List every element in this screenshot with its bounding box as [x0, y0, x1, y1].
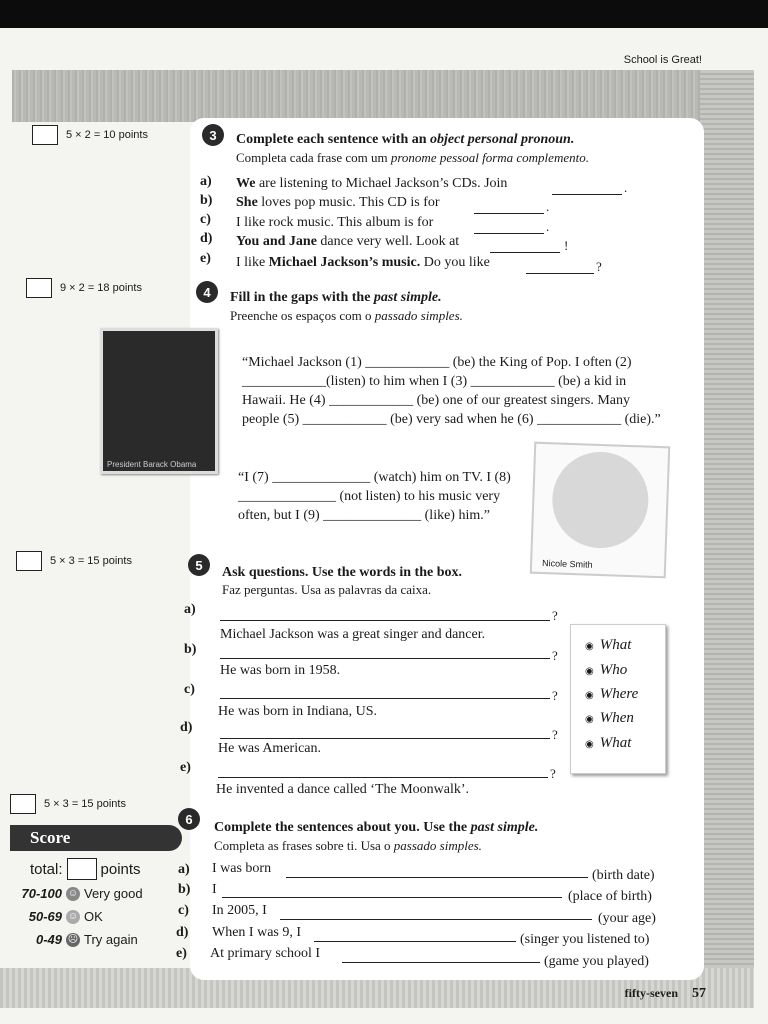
word-item: ◉ What [585, 735, 631, 752]
quote-line: people (5) ____________ (be) very sad when he (6) ____________ (die).” [242, 412, 661, 427]
ex5-answer: Michael Jackson was a great singer and dancer. [220, 627, 486, 642]
ex3-item-bold: Michael Jackson’s music. [268, 255, 421, 270]
ex4-subtitle-em: passado simples. [374, 308, 463, 323]
ex3-item-text: Do you like [420, 255, 490, 270]
ex6-title-text: Complete the sentences about you. Use the [214, 820, 471, 835]
page-header-title: School is Great! [623, 54, 702, 66]
ex3-item-letter: e) [200, 251, 211, 266]
photo-caption: President Barack Obama [107, 460, 197, 469]
ex5-item-letter: e) [180, 760, 191, 775]
ex3-item-b [236, 195, 440, 211]
answer-blank[interactable] [474, 213, 544, 214]
answer-blank[interactable] [490, 252, 560, 253]
ex3-item-a [236, 176, 507, 192]
answer-blank[interactable] [314, 941, 516, 942]
ex6-item-letter: c) [178, 903, 189, 918]
points-box-ex3 [32, 125, 148, 145]
quote-line: “I (7) ______________ (watch) him on TV. I (8) [238, 470, 511, 485]
ex6-item-text: In 2005, I [212, 903, 267, 918]
ex6-item-letter: a) [178, 862, 190, 877]
quote-2 [238, 468, 511, 525]
ex3-item-pre: I like [236, 255, 269, 270]
ex6-item-hint: (game you played) [544, 954, 649, 969]
word-item: ◉ What [585, 637, 631, 654]
ex6-item-hint: (singer you listened to) [520, 932, 650, 947]
ex3-title [236, 132, 574, 148]
ex4-subtitle-text: Preenche os espaços com o [230, 308, 375, 323]
answer-blank[interactable] [342, 962, 540, 963]
page-number-words: fifty-seven [624, 986, 678, 1000]
word-item: ◉ Where [585, 686, 638, 703]
ex3-item-end: . [546, 219, 550, 234]
ex5-item-letter: a) [184, 602, 196, 617]
ex3-item-bold: She [236, 195, 258, 210]
ex6-item-text: I was born [212, 861, 272, 876]
points-label: 5 × 3 = 15 points [50, 555, 132, 567]
ex3-item-e [236, 255, 490, 271]
ex6-item-text: At primary school I [210, 946, 321, 961]
ex3-title-text: Complete each sentence with an [236, 132, 431, 147]
ex6-title [214, 820, 538, 836]
ex6-title-em: past simple. [470, 820, 539, 835]
quote-line: ______________ (not listen) to his music very [238, 489, 501, 504]
ex3-item-end: . [624, 180, 628, 195]
score-row-try-again [10, 932, 138, 947]
grey-band-right [700, 70, 754, 1000]
ex3-item-text: I like rock music. This album is for [236, 215, 434, 230]
score-label: OK [84, 909, 103, 924]
ex6-item-text: When I was 9, I [212, 925, 302, 940]
ex6-item-hint: (your age) [598, 911, 656, 926]
score-label: Try again [84, 932, 138, 947]
answer-blank[interactable] [222, 897, 562, 898]
nicole-photo [530, 442, 671, 579]
ex3-title-em: object personal pronoun. [430, 132, 575, 147]
top-black-bar [0, 0, 768, 28]
ex6-subtitle-text: Completa as frases sobre ti. Usa o [214, 838, 394, 853]
page-number: 57 [692, 986, 706, 1001]
page-footer [625, 986, 706, 1002]
points-box-ex6 [10, 794, 126, 814]
obama-photo [100, 328, 218, 474]
question-blank[interactable] [220, 738, 550, 739]
ex3-subtitle-text: Completa cada frase com um [236, 150, 391, 165]
question-mark: ? [552, 648, 558, 663]
ex6-item-letter: b) [178, 882, 191, 897]
face-image [551, 450, 650, 549]
ex3-item-bold: We [236, 176, 256, 191]
ex5-subtitle: Faz perguntas. Usa as palavras da caixa. [222, 582, 432, 597]
ex3-subtitle [236, 150, 589, 166]
quote-line: often, but I (9) ______________ (like) him.” [238, 508, 490, 523]
ex6-item-text: I [212, 882, 217, 897]
ex5-answer: He was born in Indiana, US. [218, 704, 378, 719]
total-label: total: [30, 860, 63, 878]
points-box-ex4 [26, 278, 142, 298]
happy-face-icon: ☺ [67, 887, 79, 899]
exercise-number-3: 3 [202, 124, 224, 146]
ex5-answer: He invented a dance called ‘The Moonwalk’. [216, 782, 470, 797]
ex3-item-letter: d) [200, 231, 213, 246]
ex3-item-text: dance very well. Look at [316, 234, 460, 249]
word-item: ◉ Who [585, 662, 627, 679]
ex6-item-hint: (birth date) [592, 868, 655, 883]
answer-blank[interactable] [280, 919, 592, 920]
ex5-title: Ask questions. Use the words in the box. [222, 565, 462, 580]
points-label: 9 × 2 = 18 points [60, 282, 142, 294]
score-range: 0-49 [35, 932, 62, 947]
ex6-item-hint: (place of birth) [568, 889, 652, 904]
points-label: points [100, 860, 141, 878]
answer-blank[interactable] [526, 273, 594, 274]
question-blank[interactable] [220, 658, 550, 659]
score-range: 50-69 [28, 909, 62, 924]
ex3-subtitle-em: pronome pessoal forma complemento. [390, 150, 589, 165]
ex5-answer: He was born in 1958. [220, 663, 341, 678]
ex5-answer: He was American. [218, 741, 322, 756]
ex3-item-letter: a) [200, 174, 212, 189]
points-input[interactable] [16, 551, 42, 571]
ex6-item-letter: e) [176, 946, 187, 961]
ex3-item-letter: b) [200, 193, 213, 208]
score-row-very-good [10, 886, 143, 901]
question-mark: ? [550, 766, 556, 781]
sad-face-icon: ☹ [67, 933, 79, 945]
question-blank[interactable] [218, 777, 548, 778]
total-input[interactable] [67, 858, 97, 880]
ex3-item-end: . [546, 199, 550, 214]
score-title: Score [10, 825, 182, 851]
question-mark: ? [552, 608, 558, 623]
word-item: ◉ When [585, 710, 634, 727]
ex4-title-text: Fill in the gaps with the [230, 290, 374, 305]
ex3-item-letter: c) [200, 212, 211, 227]
ex3-item-end: ? [596, 259, 602, 274]
answer-blank[interactable] [286, 877, 588, 878]
word-box [570, 624, 666, 774]
ex3-item-bold: You and Jane [236, 234, 317, 249]
ex5-item-letter: c) [184, 682, 195, 697]
exercise-number-5: 5 [188, 554, 210, 576]
quote-line: Hawaii. He (4) ____________ (be) one of our greatest singers. Many [242, 393, 631, 408]
grey-band-top [12, 70, 754, 122]
points-label: 5 × 3 = 15 points [44, 798, 126, 810]
points-input[interactable] [26, 278, 52, 298]
score-range: 70-100 [21, 886, 62, 901]
exercise-number-6: 6 [178, 808, 200, 830]
quote-line: “Michael Jackson (1) ____________ (be) the King of Pop. I often (2) [242, 355, 632, 370]
points-box-ex5 [16, 551, 132, 571]
ex4-title-em: past simple. [373, 290, 442, 305]
answer-blank[interactable] [552, 194, 622, 195]
ex6-subtitle-em: passado simples. [393, 838, 482, 853]
question-mark: ? [552, 688, 558, 703]
ex3-item-d [236, 234, 459, 250]
ex4-title [230, 290, 442, 306]
photo-caption: Nicole Smith [541, 558, 593, 570]
ex6-subtitle [214, 838, 482, 854]
ex5-item-letter: d) [180, 720, 193, 735]
ex3-item-end: ! [564, 238, 569, 253]
question-blank[interactable] [220, 620, 550, 621]
ex5-item-letter: b) [184, 642, 197, 657]
answer-blank[interactable] [474, 233, 544, 234]
points-input[interactable] [32, 125, 58, 145]
points-input[interactable] [10, 794, 36, 814]
quote-1 [242, 353, 661, 429]
score-label: Very good [84, 886, 143, 901]
points-label: 5 × 2 = 10 points [66, 129, 148, 141]
question-blank[interactable] [220, 698, 550, 699]
ex3-item-text: loves pop music. This CD is for [257, 195, 440, 210]
exercise-number-4: 4 [196, 281, 218, 303]
ex3-item-text: are listening to Michael Jackson’s CDs. Join [255, 176, 508, 191]
ex6-item-letter: d) [176, 925, 189, 940]
score-row-ok [10, 909, 103, 924]
ex4-subtitle [230, 308, 463, 324]
neutral-face-icon: ☺ [67, 910, 79, 922]
score-total [30, 858, 141, 880]
quote-line: ____________(listen) to him when I (3) ____________ (be) a kid in [242, 374, 627, 389]
ex3-item-c [236, 215, 433, 231]
question-mark: ? [552, 727, 558, 742]
